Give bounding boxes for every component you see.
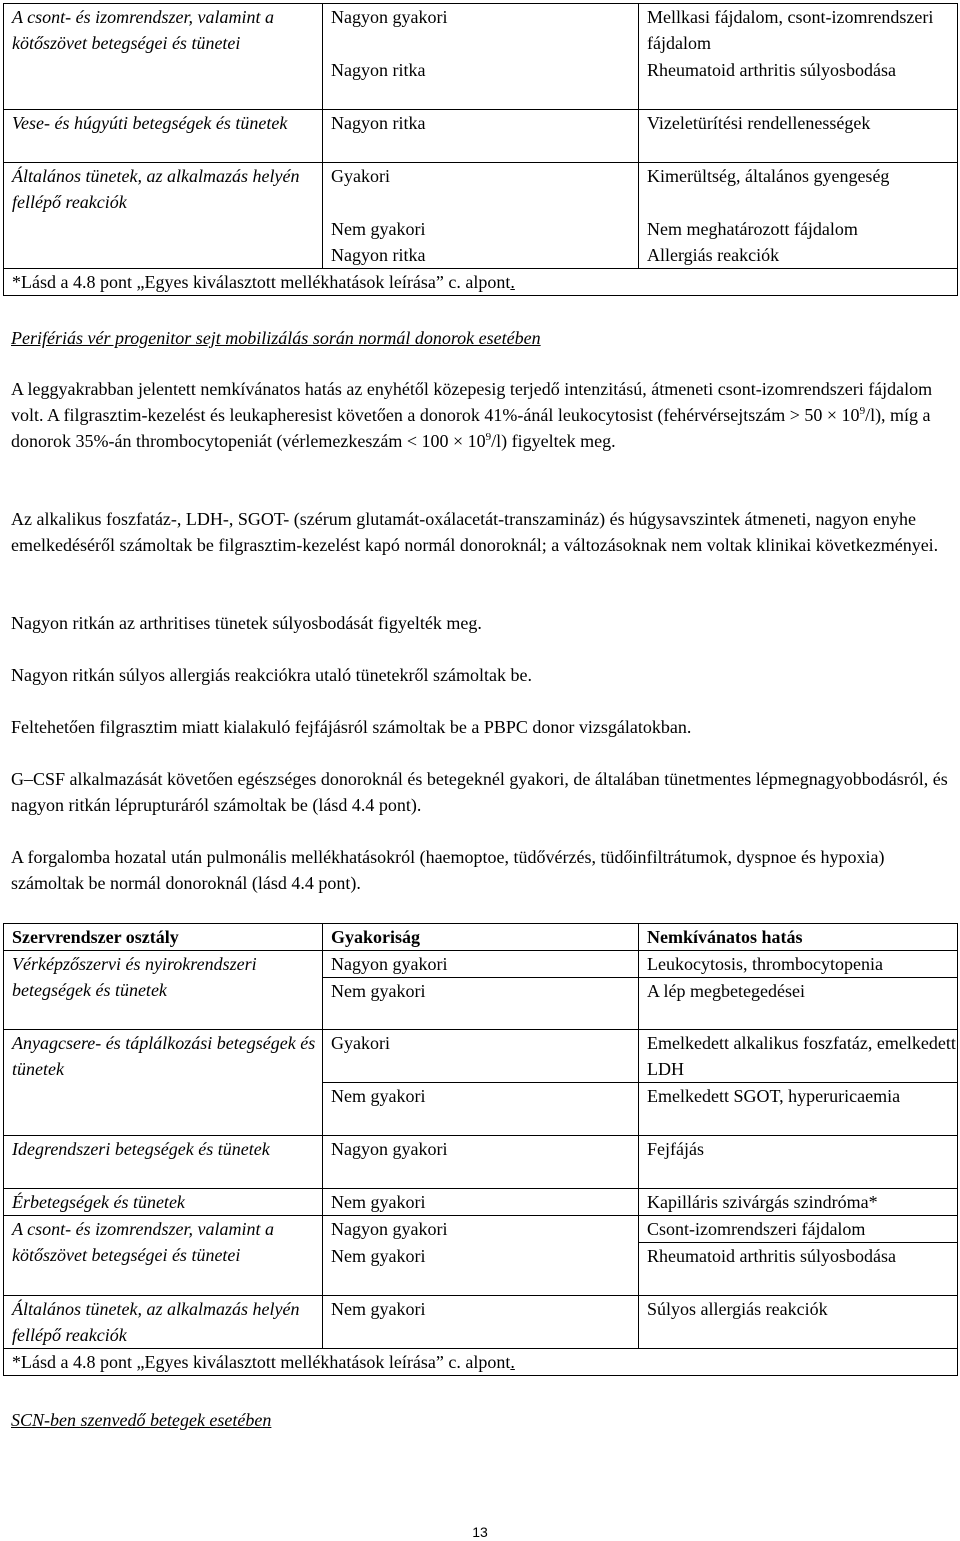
frequency-cell: Nagyon ritka (323, 110, 639, 163)
table-row (4, 110, 958, 163)
organ-class-cell: A csont- és izomrendszer, valamint a kötőszövet betegségei és tünetei (4, 4, 323, 110)
frequency-cell: Nagyon gyakori (323, 951, 639, 978)
effect-cell: Allergiás reakciók (639, 242, 958, 269)
organ-class-cell: Általános tünetek, az alkalmazás helyén fellépő reakciók (4, 163, 323, 269)
frequency-cell: Nem gyakori (323, 1083, 639, 1136)
table-footnote: *Lásd a 4.8 pont „Egyes kiválasztott mellékhatások leírása” c. alpont. (4, 1349, 958, 1376)
paragraph: Nagyon ritkán az arthritises tünetek súlyosbodását figyelték meg. (11, 613, 482, 633)
table-header-row (4, 924, 958, 951)
table-footnote-row (4, 1349, 958, 1376)
organ-class-cell: Érbetegségek és tünetek (4, 1189, 323, 1216)
effect-cell: Emelkedett SGOT, hyperuricaemia (639, 1083, 958, 1136)
organ-class-cell: Vese- és húgyúti betegségek és tünetek (4, 110, 323, 163)
frequency-cell: Gyakori (323, 163, 639, 216)
effect-cell: Nem meghatározott fájdalom (639, 216, 958, 242)
section-heading-scn-patients: SCN-ben szenvedő betegek esetében (11, 1410, 272, 1430)
effect-cell: Fejfájás (639, 1136, 958, 1189)
paragraph: Feltehetően filgrasztim miatt kialakuló fejfájásról számoltak be a PBPC donor vizsgálatokban. (11, 717, 692, 737)
effect-cell: Kimerültség, általános gyengeség (639, 163, 958, 216)
table-row (4, 1136, 958, 1189)
effect-cell: Vizeletürítési rendellenességek (639, 110, 958, 163)
frequency-cell: Nagyon gyakori (323, 4, 639, 57)
frequency-cell: Nem gyakori (323, 216, 639, 242)
frequency-cell: Nem gyakori (323, 1189, 639, 1216)
column-header: Szervrendszer osztály (4, 924, 323, 951)
table-footnote-row (4, 268, 958, 295)
table-row (4, 163, 958, 216)
organ-class-cell: Idegrendszeri betegségek és tünetek (4, 1136, 323, 1189)
effect-cell: Emelkedett alkalikus foszfatáz, emelkedett LDH (639, 1030, 958, 1083)
effect-cell: A lép megbetegedései (639, 978, 958, 1030)
effect-cell: Kapilláris szivárgás szindróma* (639, 1189, 958, 1216)
organ-class-cell: A csont- és izomrendszer, valamint a kötőszövet betegségei és tünetei (4, 1216, 323, 1296)
donor-adverse-effects-table (3, 923, 958, 1376)
frequency-cell: Gyakori (323, 1030, 639, 1083)
effect-cell: Mellkasi fájdalom, csont-izomrendszeri fájdalom (639, 4, 958, 57)
column-header: Gyakoriság (323, 924, 639, 951)
frequency-cell: Nem gyakori (323, 978, 639, 1030)
section-heading-pbpc-donors: Perifériás vér progenitor sejt mobilizálás során normál donorok esetében (11, 328, 541, 348)
organ-class-cell: Általános tünetek, az alkalmazás helyén fellépő reakciók (4, 1296, 323, 1349)
table-row (4, 1216, 958, 1243)
frequency-cell: Nem gyakori (323, 1296, 639, 1349)
effect-cell: Csont-izomrendszeri fájdalom (639, 1216, 958, 1243)
effect-cell: Súlyos allergiás reakciók (639, 1296, 958, 1349)
paragraph: A leggyakrabban jelentett nemkívánatos hatás az enyhétől közepesig terjedő intenzitású, átmeneti csont-izomrendszeri fájdalom volt. A filgrasztim-kezelést és leukapheresist követően a donorok 41%-ánál leukocytosist (fehérvérsejtszám > $50 \times 10^9/l$), míg a donorok 35%-án thrombocytopeniát (vérlemezkeszám < $100 \times 10^9/l$) figyeltek meg. (11, 379, 933, 451)
page-number: 13 (472, 1524, 488, 1540)
paragraph: A forgalomba hozatal után pulmonális mellékhatásokról (haemoptoe, tüdővérzés, tüdőinfiltrátumok, dyspnoe és hypoxia) számoltak be normál donoroknál (lásd 4.4 pont). (11, 847, 885, 893)
table-row (4, 1030, 958, 1083)
organ-class-cell: Anyagcsere- és táplálkozási betegségek és tünetek (4, 1030, 323, 1136)
frequency-cell: Nagyon gyakori (323, 1216, 639, 1243)
table-footnote: *Lásd a 4.8 pont „Egyes kiválasztott mellékhatások leírása” c. alpont. (4, 268, 958, 295)
effect-cell: Rheumatoid arthritis súlyosbodása (639, 57, 958, 110)
table-row (4, 951, 958, 978)
table-row (4, 4, 958, 57)
frequency-cell: Nagyon ritka (323, 242, 639, 269)
paragraph: Az alkalikus foszfatáz-, LDH-, SGOT- (szérum glutamát-oxálacetát-transzamináz) és húgysavszintek átmeneti, nagyon enyhe emelkedéséről számoltak be filgrasztim-kezelést kapó normál donoroknál; a változásoknak nem voltak klinikai következményei. (11, 509, 939, 555)
adverse-effects-table-continued (3, 3, 958, 296)
table-row (4, 1189, 958, 1216)
table-row (4, 1296, 958, 1349)
effect-cell: Leukocytosis, thrombocytopenia (639, 951, 958, 978)
column-header: Nemkívánatos hatás (639, 924, 958, 951)
frequency-cell: Nagyon ritka (323, 57, 639, 110)
effect-cell: Rheumatoid arthritis súlyosbodása (639, 1243, 958, 1296)
frequency-cell: Nagyon gyakori (323, 1136, 639, 1189)
paragraph: Nagyon ritkán súlyos allergiás reakciókra utaló tünetekről számoltak be. (11, 665, 533, 685)
frequency-cell: Nem gyakori (323, 1243, 639, 1296)
organ-class-cell: Vérképzőszervi és nyirokrendszeri betegségek és tünetek (4, 951, 323, 1030)
paragraph: G–CSF alkalmazását követően egészséges donoroknál és betegeknél gyakori, de általában tünetmentes lépmegnagyobbodásról, és nagyon ritkán léprupturáról számoltak be (lásd 4.4 pont). (11, 769, 948, 815)
